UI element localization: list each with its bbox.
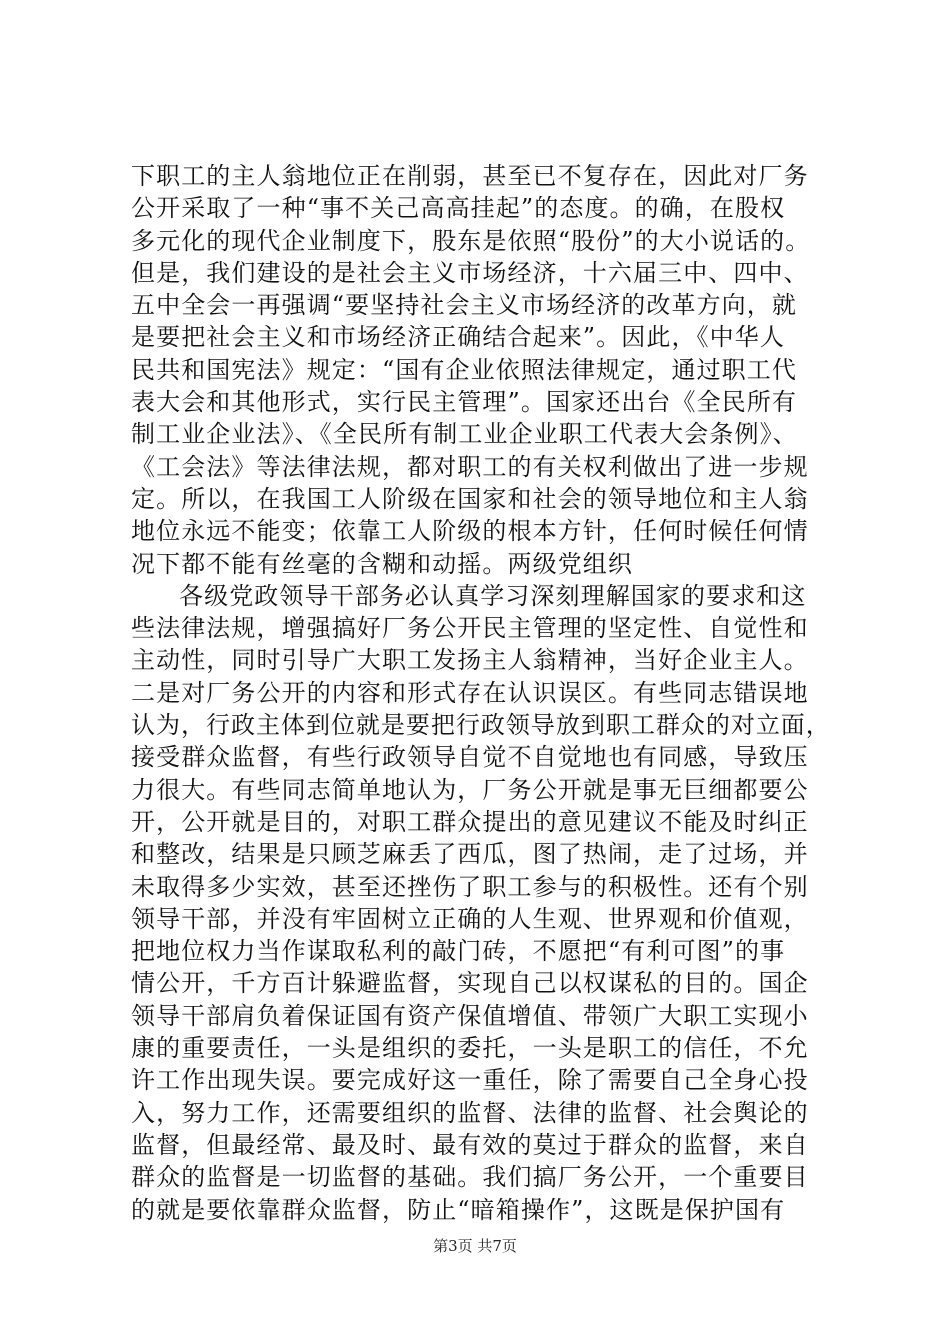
text-line: 群众的监督是一切监督的基础。我们搞厂务公开，一个重要目 (131, 1163, 809, 1192)
text-line: 地位永远不能变；依靠工人阶级的根本方针，任何时候任何情 (131, 517, 809, 546)
text-line: 认为，行政主体到位就是要把行政领导放到职工群众的对立面， (131, 711, 831, 740)
text-line: 些法律法规，增强搞好厂务公开民主管理的坚定性、自觉性和 (131, 614, 809, 643)
text-line: 情公开，千方百计躲避监督，实现自己以权谋私的目的。国企 (131, 969, 809, 998)
text-line: 开，公开就是目的，对职工群众提出的意见建议不能及时纠正 (131, 807, 809, 836)
text-line: 主动性，同时引导广大职工发扬主人翁精神，当好企业主人。 (131, 646, 809, 675)
text-line: 《工会法》等法律法规，都对职工的有关权利做出了进一步规 (131, 452, 809, 481)
text-line: 但是，我们建设的是社会主义市场经济，十六届三中、四中、 (131, 258, 809, 287)
text-line: 把地位权力当作谋取私利的敲门砖，不愿把“有利可图”的事 (131, 937, 786, 966)
paragraph-first-line: 各级党政领导干部务必认真学习深刻理解国家的要求和这 (179, 581, 807, 610)
text-line: 定。所以，在我国工人阶级在国家和社会的领导地位和主人翁 (131, 484, 809, 513)
text-line: 和整改，结果是只顾芝麻丢了西瓜，图了热闹，走了过场，并 (131, 840, 809, 869)
page-footer: 第3页 共7页 (433, 1237, 517, 1255)
text-line: 是要把社会主义和市场经济正确结合起来”。因此，《中华人 (131, 323, 785, 352)
body-text (131, 160, 831, 1226)
text-line: 入，努力工作，还需要组织的监督、法律的监督、社会舆论的 (131, 1098, 809, 1127)
text-line: 领导干部肩负着保证国有资产保值增值、带领广大职工实现小 (131, 1001, 809, 1030)
text-line: 未取得多少实效，甚至还挫伤了职工参与的积极性。还有个别 (131, 872, 809, 901)
text-line: 的就是要依靠群众监督，防止“暗箱操作”，这既是保护国有 (131, 1195, 786, 1224)
text-line: 康的重要责任，一头是组织的委托，一头是职工的信任，不允 (131, 1034, 809, 1063)
text-line: 接受群众监督，有些行政领导自觉不自觉地也有同感，导致压 (131, 743, 809, 772)
text-line: 制工业企业法》、《全民所有制工业企业职工代表大会条例》、 (131, 420, 798, 449)
text-line: 领导干部，并没有牢固树立正确的人生观、世界观和价值观， (131, 904, 809, 933)
text-line: 许工作出现失误。要完成好这一重任，除了需要自己全身心投 (131, 1066, 809, 1095)
text-line: 下职工的主人翁地位正在削弱，甚至已不复存在，因此对厂务 (131, 162, 809, 190)
text-line: 况下都不能有丝毫的含糊和动摇。两级党组织 (131, 549, 633, 578)
text-line: 表大会和其他形式，实行民主管理”。国家还出台《全民所有 (131, 388, 797, 417)
text-line: 力很大。有些同志简单地认为，厂务公开就是事无巨细都要公 (131, 775, 809, 804)
text-line: 监督，但最经常、最及时、最有效的莫过于群众的监督，来自 (131, 1130, 809, 1159)
text-line: 五中全会一再强调“要坚持社会主义市场经济的改革方向，就 (131, 291, 797, 320)
text-line: 公开采取了一种“事不关己高高挂起”的态度。的确，在股权 (131, 194, 786, 223)
text-line: 民共和国宪法》规定：“国有企业依照法律规定，通过职工代 (131, 355, 797, 384)
text-line: 多元化的现代企业制度下，股东是依照“股份”的大小说话的。 (131, 226, 811, 255)
text-line: 二是对厂务公开的内容和形式存在认识误区。有些同志错误地 (131, 678, 809, 707)
